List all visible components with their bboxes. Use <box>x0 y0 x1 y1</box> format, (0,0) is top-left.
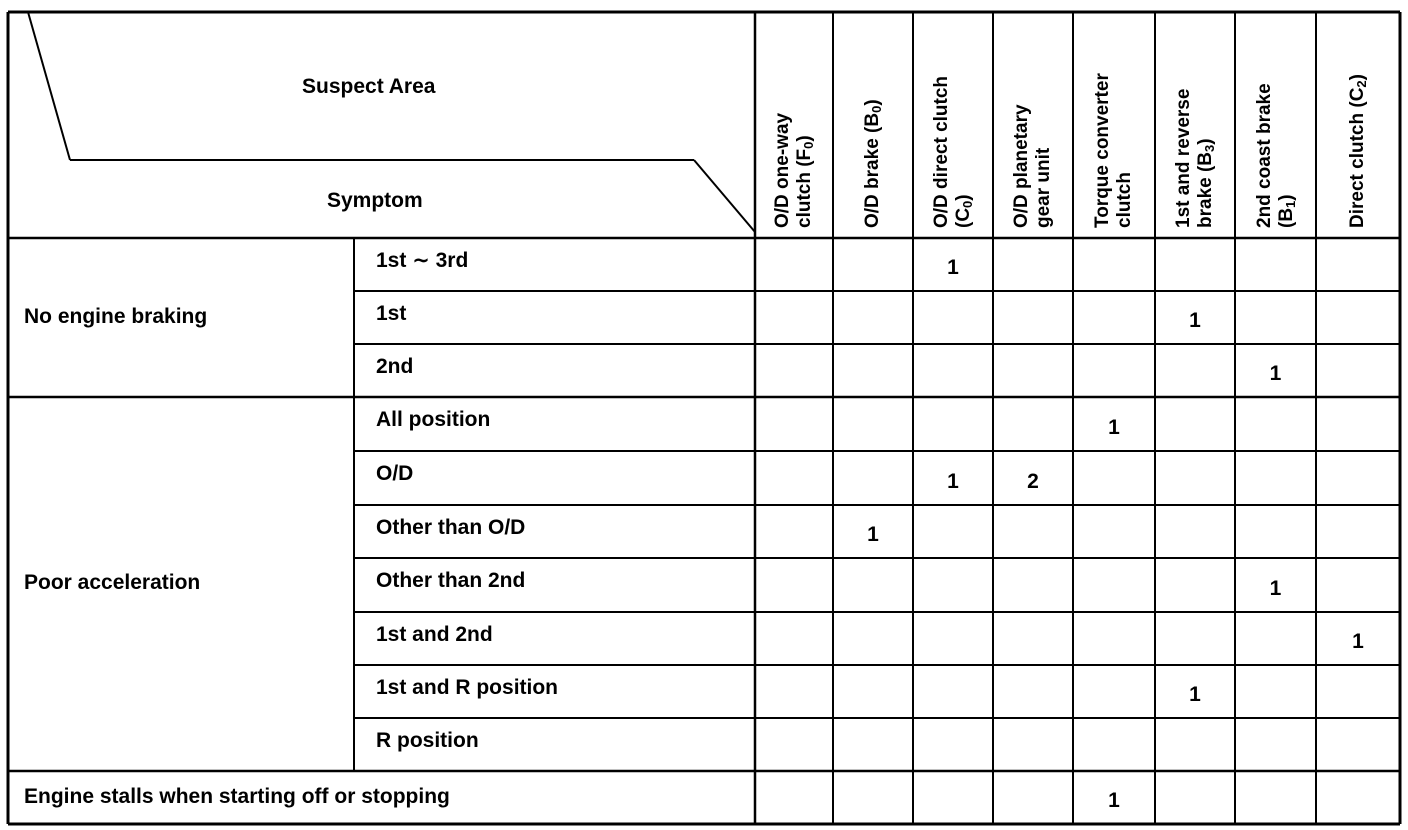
subscript: 1 <box>1282 200 1298 208</box>
condition-cell: 1st ∼ 3rd <box>376 249 469 272</box>
column-header <box>1092 73 1136 228</box>
column-header-line: $(B_1)$ <box>1275 194 1298 228</box>
column-header-line: 1st and reverse <box>1173 88 1194 228</box>
condition-cell: Other than O/D <box>376 516 526 539</box>
matrix-value: 1 <box>947 256 959 279</box>
condition-cell: 1st <box>376 302 407 325</box>
subscript: 0 <box>801 141 816 149</box>
header-diagonal-right <box>694 160 755 232</box>
condition-cell: Other than 2nd <box>376 569 526 592</box>
column-header-line: gear unit <box>1033 147 1054 228</box>
column-header-line: 2nd coast brake <box>1253 83 1275 228</box>
matrix-value: 1 <box>1189 683 1201 706</box>
symptom-label: Symptom <box>327 189 423 212</box>
column-header-line: O/D direct clutch <box>931 75 952 228</box>
column-header-line: brake $(B_3)$ <box>1195 138 1217 228</box>
matrix-value: 1 <box>1189 309 1201 332</box>
column-header <box>772 113 820 228</box>
column-header-line: clutch $(F_0)$ <box>794 135 816 228</box>
column-header <box>1011 104 1055 228</box>
matrix-value: 1 <box>867 523 879 546</box>
condition-cell: 1st and 2nd <box>376 623 493 646</box>
matrix-value: 1 <box>947 470 959 493</box>
matrix-value: 1 <box>1352 630 1364 653</box>
condition-cell: 1st and R position <box>376 676 559 699</box>
suspect-area-label: Suspect Area <box>302 75 436 98</box>
header-diagonal-left <box>28 12 70 160</box>
condition-cell: 2nd <box>376 355 414 378</box>
symptom-cell: No engine braking <box>24 304 208 328</box>
subscript: 0 <box>960 200 975 208</box>
subscript: 0 <box>869 105 884 113</box>
column-header-line: clutch <box>1114 172 1135 228</box>
column-header <box>1173 89 1221 228</box>
symptom-cell: Engine stalls when starting off or stopping <box>24 784 450 808</box>
column-header-line: Direct clutch $(C_2)$ <box>1347 74 1369 228</box>
column-header-line: O/D planetary <box>1011 104 1032 228</box>
column-header-line: O/D one-way <box>772 112 793 228</box>
matrix-value: 1 <box>1108 416 1120 439</box>
matrix-value: 1 <box>1108 789 1120 812</box>
condition-cell: R position <box>376 729 479 752</box>
column-header <box>862 99 888 228</box>
column-header-line: Torque converter <box>1092 73 1113 228</box>
condition-cell: All position <box>376 408 491 431</box>
subscript: 2 <box>1354 80 1369 88</box>
column-header <box>1254 83 1302 228</box>
matrix-value: 1 <box>1269 577 1282 600</box>
condition-cell: O/D <box>376 462 414 485</box>
column-header <box>1347 74 1373 228</box>
matrix-value: 2 <box>1027 470 1039 493</box>
symptom-cell: Poor acceleration <box>24 571 201 594</box>
matrix-value: 1 <box>1269 362 1282 385</box>
column-header-line: O/D brake $(B_0)$ <box>862 99 884 228</box>
subscript: 3 <box>1202 144 1217 152</box>
column-header <box>931 76 979 228</box>
column-header-line: $(C_0)$ <box>953 194 975 228</box>
